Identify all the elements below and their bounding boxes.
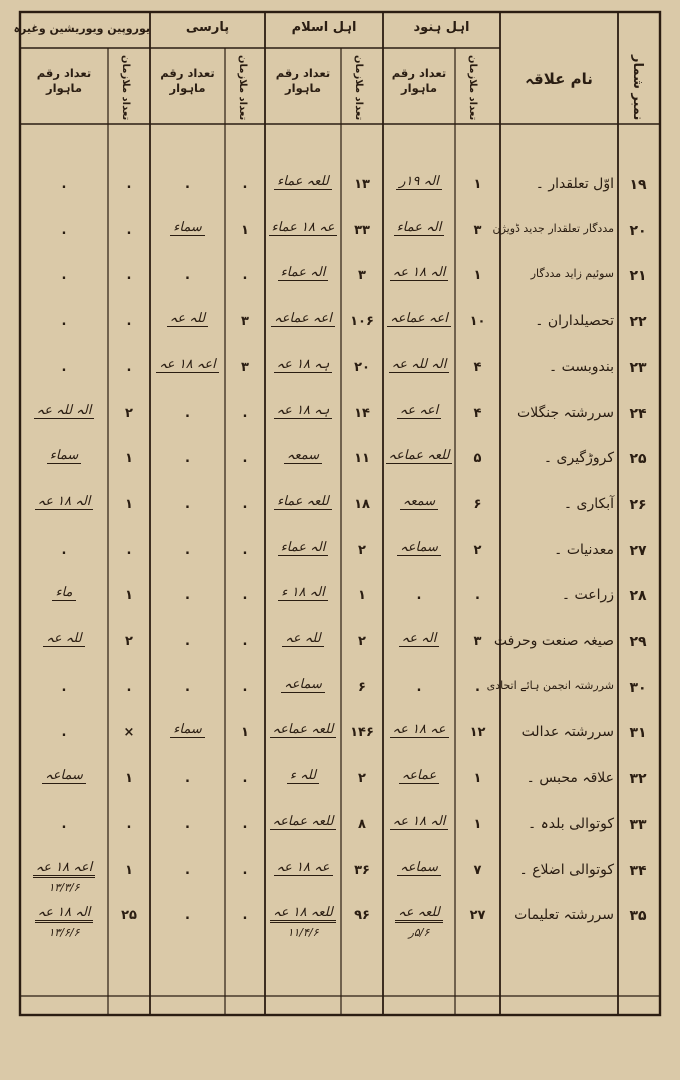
amount-e: . xyxy=(61,223,67,238)
amount-p xyxy=(152,220,223,235)
serial-number: ۲۰ xyxy=(629,223,647,239)
amount-e xyxy=(22,631,106,646)
amount-p-text: سماء xyxy=(170,722,204,738)
amount-h-text: الہ عہ xyxy=(399,631,440,647)
amount-h-text: سماعہ xyxy=(397,540,441,556)
count-e: . xyxy=(126,223,132,238)
amount-p: . xyxy=(185,543,190,558)
amount-e-text: سماء xyxy=(47,448,81,464)
count-p: ۳ xyxy=(241,360,249,375)
count-e: . xyxy=(126,314,132,329)
amount-i-text: سمعہ xyxy=(284,448,322,464)
amount-fraction-e: ۱۳/۳/۶ xyxy=(48,881,80,894)
count-h: ۳ xyxy=(473,634,482,649)
amount-h-text: الہ للہ عہ xyxy=(389,357,450,373)
count-p: . xyxy=(242,451,248,466)
amount-fraction-e: ۱۳/۶/۶ xyxy=(48,926,80,939)
amount-h-text: الہ عماء xyxy=(394,220,445,236)
count-e: ۲ xyxy=(125,634,133,649)
amount-p: . xyxy=(185,771,190,786)
amount-p: . xyxy=(185,817,190,832)
count-p: . xyxy=(242,863,248,878)
amount-h-text: الہ ۱۹ر xyxy=(396,174,442,190)
group-european: یوروپین ویوریشین وغیرہ xyxy=(13,22,150,35)
amount-h-text: للعہ عماعہ xyxy=(386,448,453,464)
count-h: ۷ xyxy=(473,863,482,878)
amount-i-text: الہ ۱۸ ء xyxy=(278,585,328,601)
amount-p: . xyxy=(185,680,190,695)
amount-i-text: للعہ عماء xyxy=(274,494,332,510)
count-p: . xyxy=(242,177,248,192)
amount-i xyxy=(267,220,339,235)
count-h: . xyxy=(475,680,480,695)
count-p: ۱ xyxy=(241,725,249,740)
amount-h xyxy=(385,220,453,235)
count-i: ۲ xyxy=(358,634,366,649)
count-h: ۱۲ xyxy=(469,725,486,740)
amount-i-text: اعہ عماعہ xyxy=(271,311,335,327)
count-p: . xyxy=(242,680,248,695)
amount-p xyxy=(152,311,223,326)
amount-e-text: للہ عہ xyxy=(43,631,84,647)
count-i: ۱۸ xyxy=(354,497,370,512)
amount-header-hindu: تعداد رقم ماہوار xyxy=(391,66,447,95)
count-p: . xyxy=(242,908,248,923)
count-p: . xyxy=(242,588,248,603)
serial-number: ۱۹ xyxy=(629,177,647,193)
count-e: ۲ xyxy=(125,406,133,421)
amount-i xyxy=(267,448,339,463)
amount-i xyxy=(267,494,339,509)
area-name: کروڑگیری ۔ xyxy=(543,450,614,466)
amount-h-text: الہ ۱۸ عہ xyxy=(390,265,449,281)
count-i: ۲ xyxy=(358,543,366,558)
amount-p: . xyxy=(185,863,190,878)
amount-h-text: سمعہ xyxy=(400,494,438,510)
amount-i-text: الہ عماء xyxy=(278,265,329,281)
amount-e xyxy=(22,768,106,783)
amount-h-text: الہ ۱۸ عہ xyxy=(390,814,449,830)
amount-h xyxy=(385,768,453,783)
amount-e: . xyxy=(61,725,67,740)
amount-i-text: عہ ۱۸ عہ xyxy=(274,860,333,876)
area-name: سوئیم زاید مددگار xyxy=(530,267,614,280)
amount-e xyxy=(22,905,106,920)
count-p: ۱ xyxy=(241,223,249,238)
amount-i xyxy=(267,677,339,692)
area-name: شررشتہ انجمن ہائے اتحادی xyxy=(486,679,614,692)
amount-i xyxy=(267,905,339,920)
amount-h xyxy=(385,448,453,463)
count-e: ۱ xyxy=(125,451,133,466)
amount-i xyxy=(267,814,339,829)
amount-p: . xyxy=(185,406,190,421)
amount-h-text: عہ ۱۸ عہ xyxy=(390,722,449,738)
amount-e-text: سماعہ xyxy=(42,768,86,784)
count-h: ۴ xyxy=(473,360,482,375)
area-name: صیغہ صنعت وحرفت xyxy=(493,633,614,649)
area-name: معدنیات ۔ xyxy=(554,542,614,558)
count-i: ۲ xyxy=(358,771,366,786)
amount-i xyxy=(267,722,339,737)
count-h: ۳ xyxy=(473,223,482,238)
amount-i-text: للہ عہ xyxy=(282,631,323,647)
amount-i xyxy=(267,860,339,875)
serial-number: ۳۲ xyxy=(629,771,647,787)
amount-h-text: عماعہ xyxy=(399,768,440,784)
serial-number: ۲۳ xyxy=(629,360,647,376)
area-name: تحصیلداران ۔ xyxy=(535,313,614,329)
amount-i-text: للعہ عماعہ xyxy=(270,814,337,830)
amount-h xyxy=(385,357,453,372)
area-name: سررشتہ تعلیمات xyxy=(514,907,614,923)
amount-p-text: سماء xyxy=(170,220,204,236)
amount-header-islam: تعداد رقم ماہوار xyxy=(275,66,331,95)
amount-e: . xyxy=(61,543,67,558)
amount-i-text: ہہ ۱۸ عہ xyxy=(274,403,333,419)
area-name: علاقہ محبس ۔ xyxy=(526,770,614,786)
count-i: ۶ xyxy=(358,680,366,695)
group-islam: اہل اسلام xyxy=(291,20,357,35)
serial-number: ۲۶ xyxy=(629,497,647,513)
amount-p: . xyxy=(185,588,190,603)
serial-number: ۲۱ xyxy=(629,268,647,284)
count-p: . xyxy=(242,634,248,649)
amount-p: . xyxy=(185,268,190,283)
area-name: زراعت ۔ xyxy=(561,587,614,603)
count-e: . xyxy=(126,268,132,283)
area-name: سررشتہ عدالت xyxy=(521,724,614,740)
amount-e-text: الہ ۱۸ عہ xyxy=(35,905,94,923)
count-e: × xyxy=(123,725,135,740)
serial-number: ۳۳ xyxy=(629,817,647,833)
amount-p: . xyxy=(185,634,190,649)
count-header-european: تعداد ملازمان xyxy=(120,54,131,120)
amount-h xyxy=(385,860,453,875)
count-p: . xyxy=(242,817,248,832)
amount-i-text: ہہ ۱۸ عہ xyxy=(274,357,333,373)
amount-e: . xyxy=(61,268,67,283)
amount-fraction-i: ۱۱/۴/۶ xyxy=(287,926,319,939)
count-i: ۳۳ xyxy=(354,223,370,238)
count-h: ۱ xyxy=(473,771,482,786)
count-e: . xyxy=(126,360,132,375)
amount-i-text: للعہ عماعہ xyxy=(270,722,337,738)
amount-h xyxy=(385,540,453,555)
area-name: کوتوالی بلدہ ۔ xyxy=(527,816,614,832)
amount-h-text: للعہ عہ xyxy=(395,905,443,923)
amount-p: . xyxy=(185,177,190,192)
count-p: . xyxy=(242,268,248,283)
amount-fraction-h: ۵/۶ر xyxy=(408,926,430,939)
count-i: ۱۰۶ xyxy=(350,314,374,329)
count-h: ۲ xyxy=(473,543,482,558)
count-i: ۱ xyxy=(358,588,366,603)
amount-e: . xyxy=(61,314,67,329)
amount-header-parsi: تعداد رقم ماہوار xyxy=(160,66,215,95)
area-name: مددگار تعلقدار جدید ڈویژن xyxy=(492,222,614,235)
amount-e xyxy=(22,585,106,600)
count-h: ۱ xyxy=(473,177,482,192)
count-h: ۴ xyxy=(473,406,482,421)
serial-number: ۳۱ xyxy=(629,725,647,741)
amount-h xyxy=(385,905,453,920)
count-i: ۱۱ xyxy=(354,451,370,466)
amount-p: . xyxy=(185,451,190,466)
count-h: ۱ xyxy=(473,817,482,832)
amount-i xyxy=(267,631,339,646)
amount-h xyxy=(385,174,453,189)
count-i: ۳ xyxy=(358,268,366,283)
count-h: ۵ xyxy=(473,451,482,466)
count-e: . xyxy=(126,680,132,695)
amount-h xyxy=(385,631,453,646)
amount-h-text: سماعہ xyxy=(397,860,441,876)
count-e: . xyxy=(126,543,132,558)
count-p: . xyxy=(242,543,248,558)
area-name: کوتوالی اضلاع ۔ xyxy=(519,862,614,878)
amount-e-text: اعہ ۱۸ عہ xyxy=(33,860,96,878)
amount-p: . xyxy=(185,908,190,923)
serial-number: ۳۰ xyxy=(629,680,647,696)
count-p: . xyxy=(242,771,248,786)
count-i: ۳۶ xyxy=(354,863,370,878)
area-name: بندوبست ۔ xyxy=(548,359,614,375)
count-i: ۹۶ xyxy=(354,908,370,923)
amount-e: . xyxy=(61,817,67,832)
count-p: ۳ xyxy=(241,314,249,329)
amount-h xyxy=(385,265,453,280)
amount-i xyxy=(267,768,339,783)
count-h: ۶ xyxy=(473,497,482,512)
amount-h-text: اعہ عماعہ xyxy=(387,311,451,327)
count-e: ۱ xyxy=(125,863,133,878)
count-i: ۸ xyxy=(358,817,366,832)
amount-e-text: ماء xyxy=(52,585,75,601)
amount-p-text: للہ عہ xyxy=(167,311,208,327)
count-e: ۱ xyxy=(125,771,133,786)
amount-header-european: تعداد رقم ماہوار xyxy=(36,66,92,95)
area-header: نام علاقہ xyxy=(525,70,593,88)
amount-h xyxy=(385,403,453,418)
amount-e xyxy=(22,403,106,418)
count-i: ۱۴ xyxy=(354,406,370,421)
amount-i xyxy=(267,265,339,280)
amount-p xyxy=(152,722,223,737)
area-name: سررشتہ جنگلات xyxy=(517,405,614,421)
amount-h xyxy=(385,311,453,326)
amount-h xyxy=(385,814,453,829)
group-parsi: پارسی xyxy=(185,20,230,35)
amount-i-text: للعہ ۱۸ عہ xyxy=(270,905,336,923)
amount-i xyxy=(267,357,339,372)
count-e: ۱ xyxy=(125,497,133,512)
count-i: ۱۳ xyxy=(354,177,370,192)
count-h: ۱ xyxy=(473,268,482,283)
amount-h: . xyxy=(416,588,422,603)
amount-e xyxy=(22,494,106,509)
amount-i-text: سماعہ xyxy=(281,677,325,693)
serial-number: ۲۸ xyxy=(629,588,647,604)
count-i: ۱۴۶ xyxy=(350,725,374,740)
serial-number: ۳۴ xyxy=(629,863,647,879)
serial-number: ۲۴ xyxy=(629,406,647,422)
count-h: . xyxy=(475,588,480,603)
amount-i-text: للعہ عماء xyxy=(274,174,332,190)
amount-i xyxy=(267,174,339,189)
group-hindu: اہل ہنود xyxy=(413,20,470,35)
amount-e xyxy=(22,448,106,463)
amount-i-text: عہ ۱۸ عماء xyxy=(269,220,338,236)
serial-number: ۲۷ xyxy=(629,543,647,559)
amount-p-text: اعہ ۱۸ عہ xyxy=(156,357,219,373)
amount-e: . xyxy=(61,360,67,375)
count-i: ۲۰ xyxy=(354,360,370,375)
serial-number: ۲۹ xyxy=(629,634,647,650)
amount-i xyxy=(267,311,339,326)
serial-number: ۲۲ xyxy=(629,314,647,330)
amount-h xyxy=(385,722,453,737)
count-header-islam: تعداد ملازمان xyxy=(353,54,364,120)
area-name: آبکاری ۔ xyxy=(563,496,614,512)
count-e: . xyxy=(126,177,132,192)
amount-h: . xyxy=(416,680,422,695)
amount-e-text: الہ ۱۸ عہ xyxy=(35,494,94,510)
amount-i xyxy=(267,403,339,418)
serial-header: نمبر شمار xyxy=(630,54,645,120)
count-p: . xyxy=(242,406,248,421)
amount-h xyxy=(385,494,453,509)
area-name: اوّل تعلقدار ۔ xyxy=(535,176,614,192)
count-h: ۲۷ xyxy=(469,908,486,923)
amount-e: . xyxy=(61,177,67,192)
count-e: ۱ xyxy=(125,588,133,603)
amount-e-text: الہ للہ عہ xyxy=(34,403,95,419)
amount-i-text: الہ عماء xyxy=(278,540,329,556)
amount-h-text: اعہ عہ xyxy=(397,403,442,419)
serial-number: ۲۵ xyxy=(629,451,647,467)
amount-p: . xyxy=(185,497,190,512)
count-h: ۱۰ xyxy=(469,314,486,329)
count-e: ۲۵ xyxy=(121,908,137,923)
amount-p xyxy=(152,357,223,372)
count-header-hindu: تعداد ملازمان xyxy=(467,54,478,120)
serial-number: ۳۵ xyxy=(629,908,647,924)
count-e: . xyxy=(126,817,132,832)
amount-i-text: للہ ء xyxy=(287,768,319,784)
amount-i xyxy=(267,540,339,555)
amount-e xyxy=(22,860,106,875)
count-header-parsi: تعداد ملازمان xyxy=(237,54,248,120)
count-p: . xyxy=(242,497,248,512)
amount-e: . xyxy=(61,680,67,695)
amount-i xyxy=(267,585,339,600)
